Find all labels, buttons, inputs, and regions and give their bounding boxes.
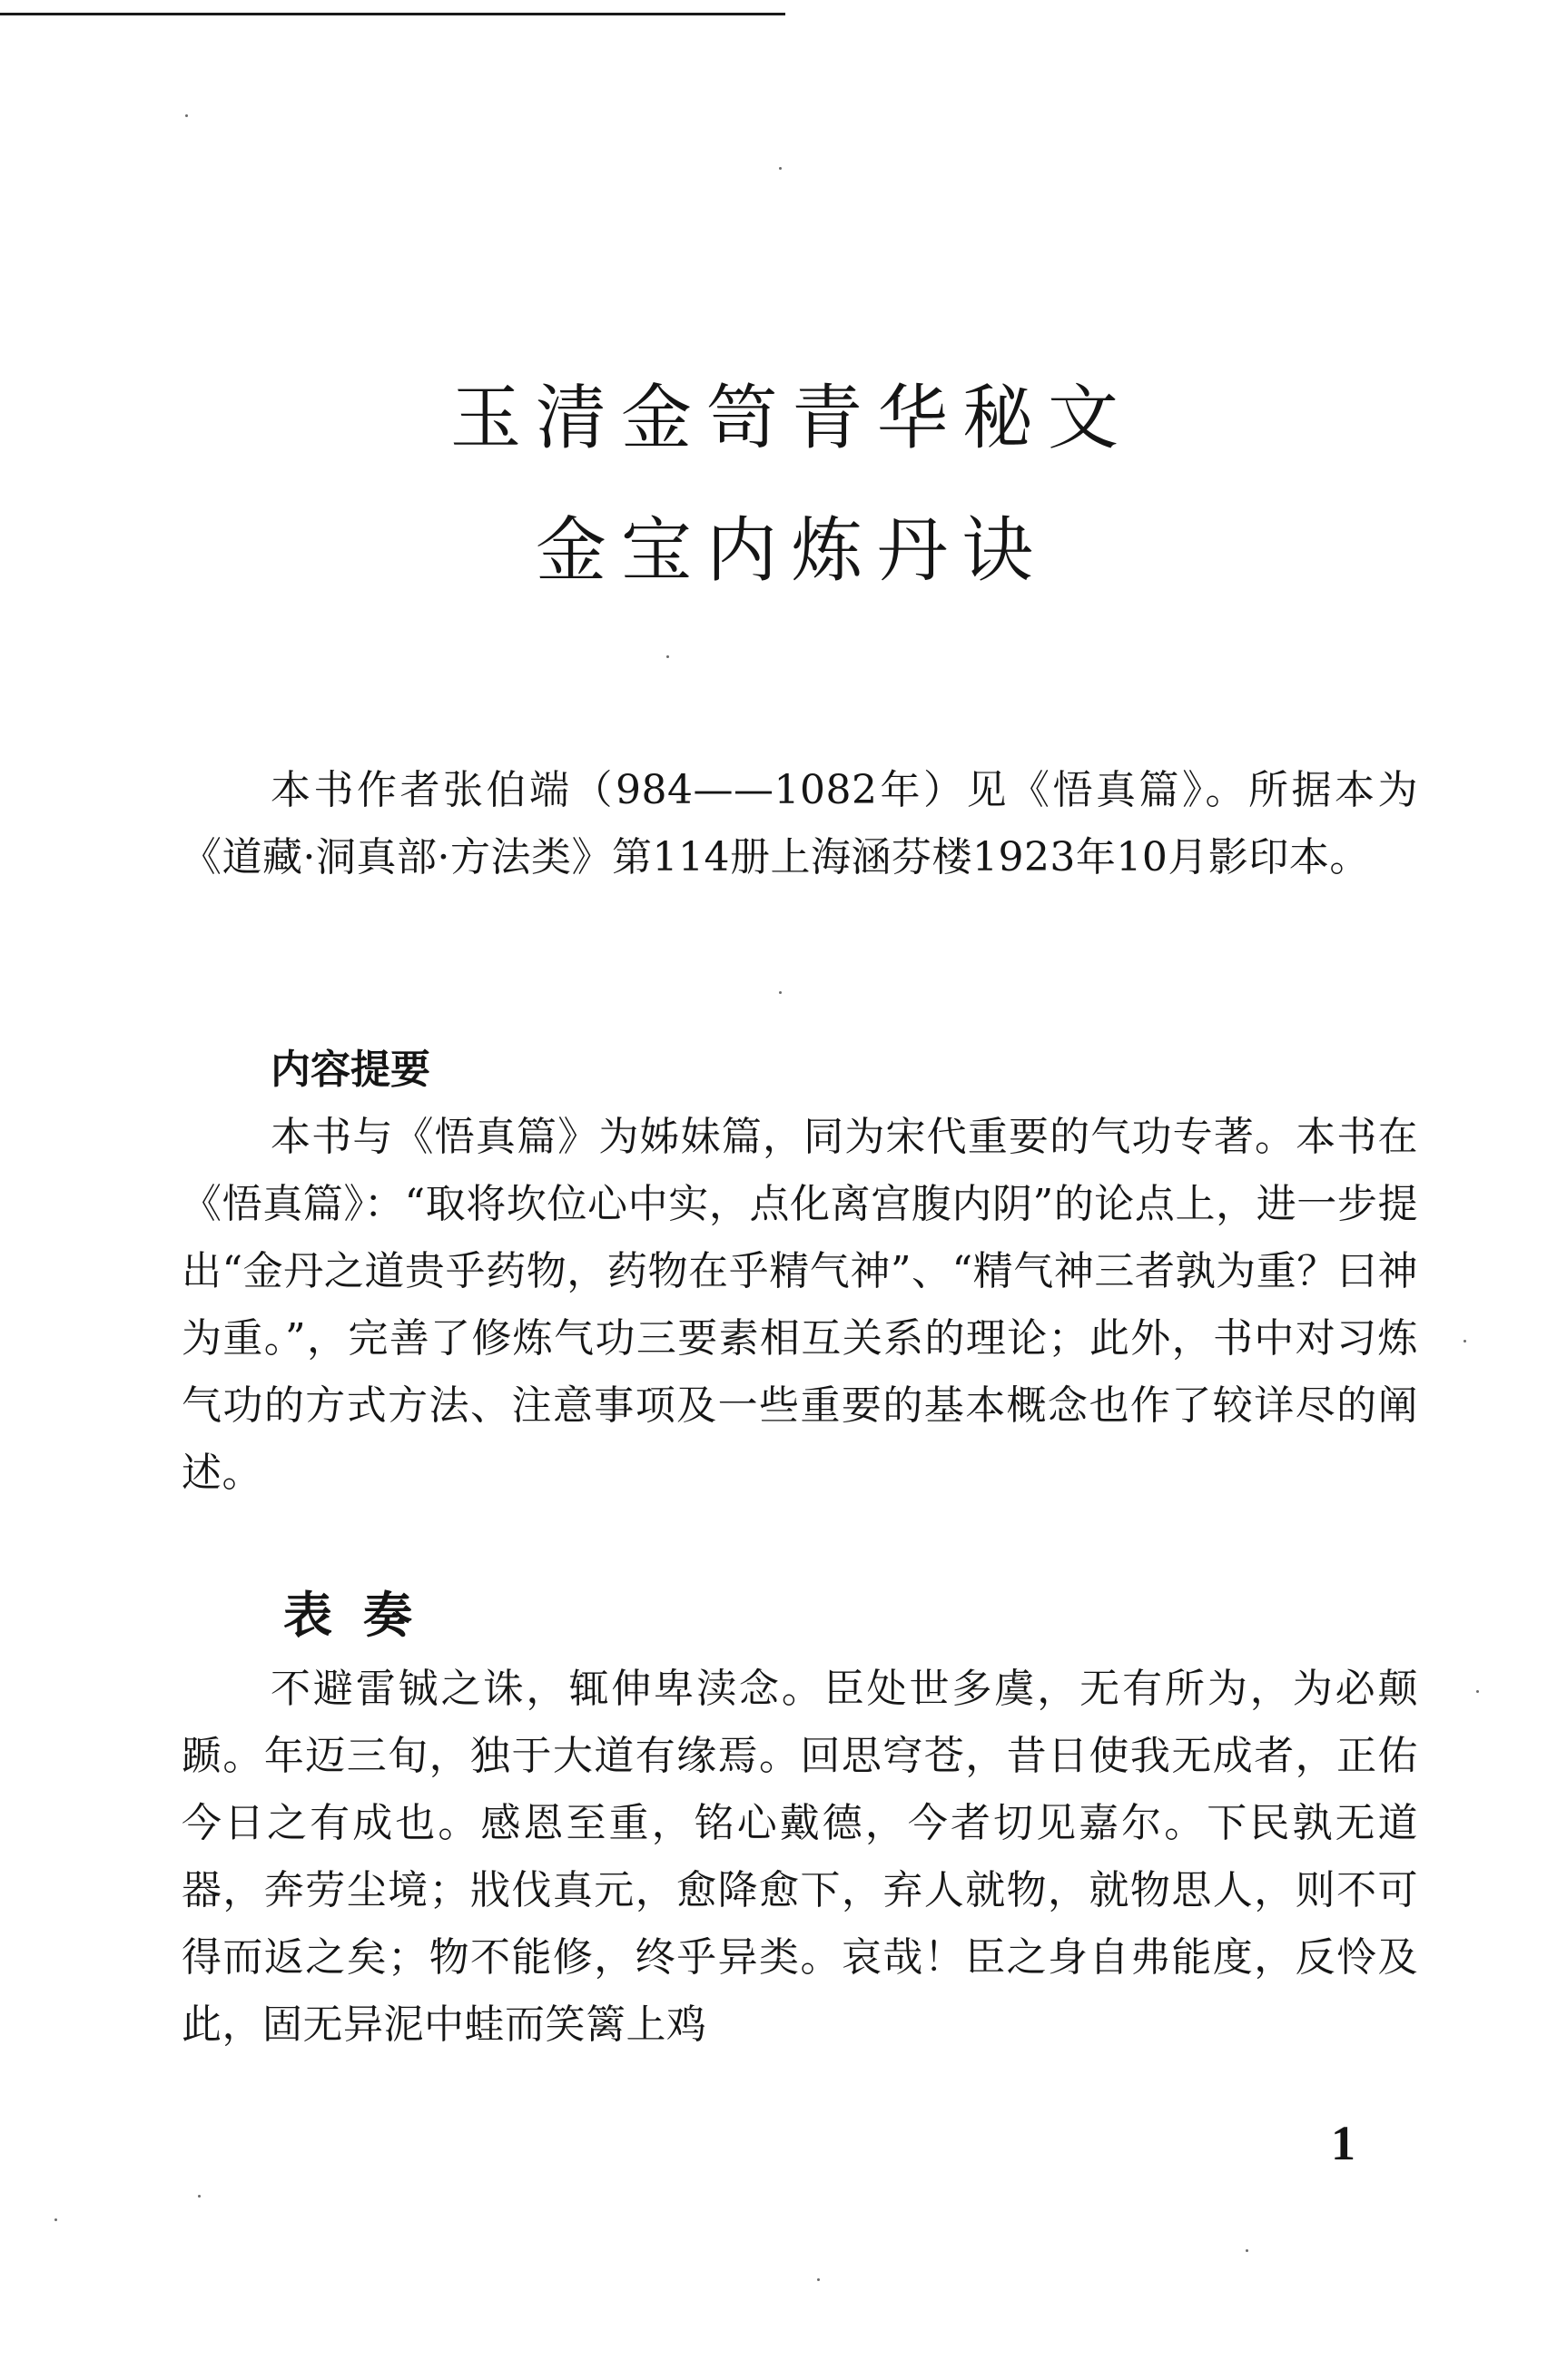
- memorial-heading: 表奏: [283, 1587, 443, 1644]
- summary-heading: 内容提要: [271, 1047, 430, 1093]
- scan-speck: [198, 2195, 201, 2198]
- scan-speck: [1246, 2249, 1248, 2252]
- scan-speck: [1476, 1690, 1479, 1693]
- summary-paragraph: 本书与《悟真篇》为姊妹篇，同为宋代重要的气功专著。本书在《悟真篇》：“取将坎位心中实，点化离宫腹内阴”的论点上，进一步提出“金丹之道贵乎药物，药物在乎精气神”、“精气神三者孰为重？曰神为重。”，完善了修炼气功三要素相互关系的理论；此外，书中对习炼气功的方式方法、注意事项及一些重要的基本概念也作了较详尽的阐述。: [182, 1114, 1418, 1496]
- scan-speck: [779, 167, 782, 170]
- book-title-line-2: 金宝内炼丹诀: [535, 510, 1048, 592]
- top-border-line: [0, 13, 785, 15]
- page-number: 1: [1331, 2116, 1355, 2170]
- scan-speck: [1464, 1340, 1466, 1342]
- scan-speck: [666, 655, 669, 658]
- intro-paragraph: 本书作者张伯端（984——1082年）见《悟真篇》。所据本为《道藏·洞真部·方法类》第114册上海涵芬楼1923年10月影印本。: [182, 767, 1418, 880]
- scan-speck: [185, 114, 188, 117]
- scan-speck: [817, 2278, 820, 2281]
- book-title-line-1: 玉清金笥青华秘文: [449, 378, 1133, 459]
- memorial-paragraph: 不避雷铖之诛，辄伸卑渎念。臣处世多虞，无有所为，为必颠踬。年迈三旬，独于大道有缘焉。回思穹苍，昔日使我无成者，正佑今日之有成也。感恩至重，铭心戴德，今者切见嘉尔。下民孰无道器，奔劳尘境；戕伐真元，愈降愈下，弃人就物，就物思人，则不可得而返之矣；物不能修，终乎异类。哀哉！臣之身自弗能度，反怜及此，固无异泥中蛙而笑篱上鸡: [182, 1666, 1418, 2048]
- scan-speck: [779, 991, 782, 994]
- scan-speck: [54, 2218, 57, 2221]
